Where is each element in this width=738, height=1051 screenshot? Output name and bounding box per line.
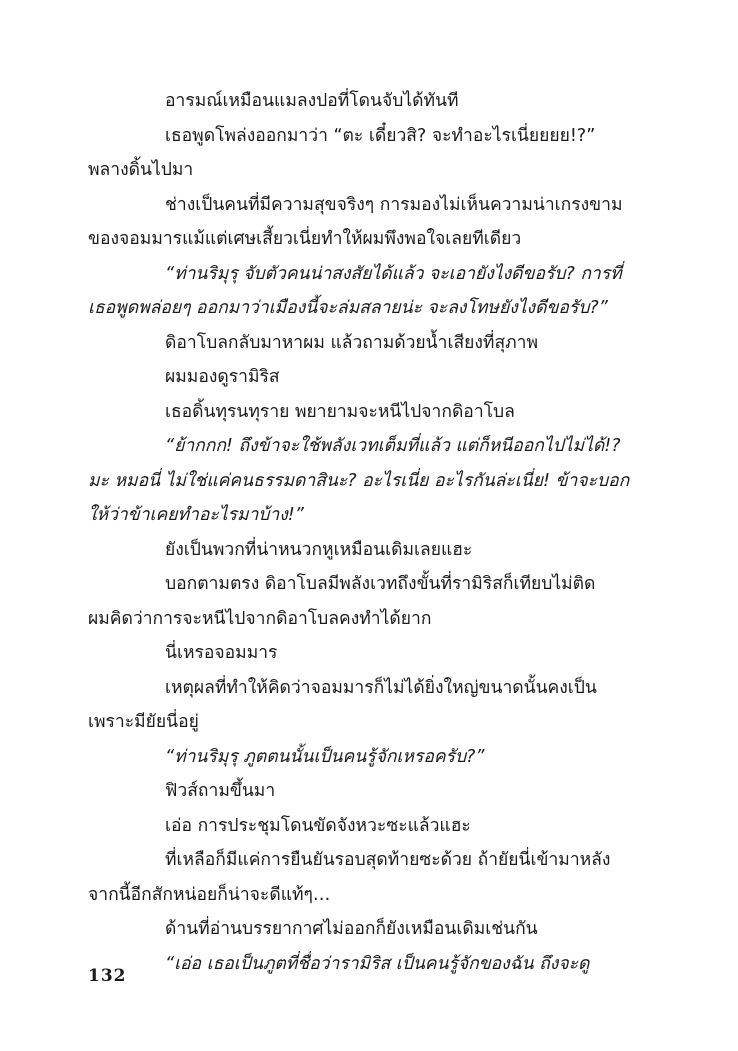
text-line: [88, 153, 653, 188]
text-line: [88, 774, 653, 809]
text-line-content: “ย้ากกก! ถึงข้าจะใช้พลังเวทเต็มที่แล้ว แต่ก็หนีออกไปไม่ได้!?: [165, 436, 621, 456]
text-line-content: “ท่านริมุรุ จับตัวคนน่าสงสัยได้แล้ว จะเอายังไงดีขอรับ? การที่: [165, 263, 622, 284]
text-line: [88, 188, 653, 223]
text-line: [88, 291, 653, 326]
text-line-content: บอกตามตรง ดิอาโบลมีพลังเวทถึงขั้นที่รามิริสก็เทียบไม่ติด: [165, 574, 596, 594]
text-line-content: ของจอมมารแม้แต่เศษเสี้ยวเนี่ยทำให้ผมพึงพอใจเลยทีเดียว: [88, 229, 522, 249]
text-line-content: ผมคิดว่าการจะหนีไปจากดิอาโบลคงทำได้ยาก: [88, 608, 432, 629]
text-line-content: เธอพูดโพล่งออกมาว่า “ตะ เดี๋ยวสิ? จะทำอะไรเนี่ยยยย!?”: [165, 125, 596, 146]
text-line-content: ฟิวส์ถามขึ้นมา: [165, 781, 276, 801]
text-line-content: ด้านที่อ่านบรรยากาศไม่ออกก็ยังเหมือนเดิมเช่นกัน: [165, 919, 538, 939]
text-line: [88, 567, 653, 602]
text-line-content: จากนี้อีกสักหน่อยก็น่าจะดีแท้ๆ…: [88, 884, 331, 905]
text-line: [88, 119, 653, 154]
text-line: [88, 740, 653, 775]
text-line-content: เอ่อ การประชุมโดนขัดจังหวะซะแล้วแฮะ: [165, 815, 471, 836]
body-text: [88, 84, 653, 981]
text-line-content: เหตุผลที่ทำให้คิดว่าจอมมารก็ไม่ได้ยิ่งใหญ่ขนาดนั้นคงเป็น: [165, 677, 597, 698]
text-line: [88, 671, 653, 706]
text-line: [88, 636, 653, 671]
text-line-content: ดิอาโบลกลับมาหาผม แล้วถามด้วยน้ำเสียงที่สุภาพ: [165, 332, 539, 353]
text-line: [88, 705, 653, 740]
text-line-content: ที่เหลือก็มีแค่การยืนยันรอบสุดท้ายซะด้วย ถ้ายัยนี่เข้ามาหลัง: [165, 850, 611, 870]
text-line: [88, 84, 653, 119]
text-line: [88, 947, 653, 982]
text-line-content: มะ หมอนี่ ไม่ใช่แค่คนธรรมดาสินะ? อะไรเนี่ย อะไรกันล่ะเนี่ย! ข้าจะบอก: [88, 470, 630, 491]
text-line: [88, 429, 653, 464]
text-line: [88, 395, 653, 430]
text-line: [88, 222, 653, 257]
text-line-content: นี่เหรอจอมมาร: [165, 643, 278, 663]
text-line: [88, 912, 653, 947]
text-line-content: อารมณ์เหมือนแมลงปอที่โดนจับได้ทันที: [165, 91, 459, 111]
text-line-content: เธอพูดพล่อยๆ ออกมาว่าเมืองนี้จะล่มสลายน่ะ จะลงโทษยังไงดีขอรับ?”: [88, 298, 608, 318]
text-line-content: เพราะมียัยนี่อยู่: [88, 712, 199, 732]
text-line: [88, 843, 653, 878]
page-number: 132: [88, 966, 127, 986]
text-line-content: “ท่านริมุรุ ภูตตนนั้นเป็นคนรู้จักเหรอครับ?”: [165, 746, 485, 767]
text-line-content: ยังเป็นพวกที่น่าหนวกหูเหมือนเดิมเลยแฮะ: [165, 539, 473, 560]
text-line-content: ให้ว่าข้าเคยทำอะไรมาบ้าง!”: [88, 505, 304, 525]
text-line: [88, 878, 653, 913]
text-line-content: ช่างเป็นคนที่มีความสุขจริงๆ การมองไม่เห็นความน่าเกรงขาม: [165, 194, 623, 215]
text-line: [88, 464, 653, 499]
text-line: [88, 360, 653, 395]
text-line-content: เธอดิ้นทุรนทุราย พยายามจะหนีไปจากดิอาโบล: [165, 401, 515, 422]
text-line: [88, 498, 653, 533]
text-line: [88, 602, 653, 637]
text-line: [88, 326, 653, 361]
text-line: [88, 809, 653, 844]
text-line-content: ผมมองดูรามิริส: [165, 367, 280, 387]
text-line: [88, 257, 653, 292]
text-line-content: พลางดิ้นไปมา: [88, 160, 194, 180]
text-line: [88, 533, 653, 568]
text-line-content: “เอ่อ เธอเป็นภูตที่ชื่อว่ารามิริส เป็นคนรู้จักของฉัน ถึงจะดู: [165, 953, 590, 974]
